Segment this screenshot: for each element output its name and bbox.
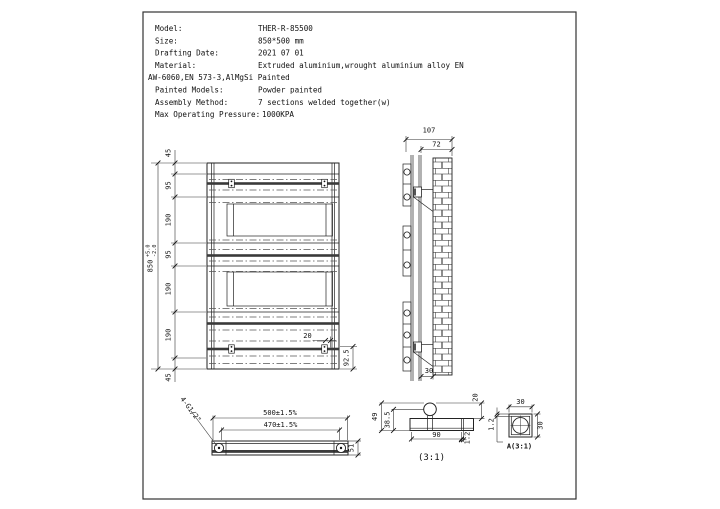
dim-detail-wall: 1.2 <box>463 431 472 445</box>
dim-segment-95a: 95 <box>164 181 173 190</box>
dim-segment-45-top: 45 <box>164 148 173 158</box>
mount-bracket <box>322 179 328 187</box>
section-opening <box>227 272 333 306</box>
detail-tube <box>424 403 437 416</box>
tube-bar <box>207 348 339 351</box>
section-opening <box>227 204 333 236</box>
model-value: THER-R-85500 <box>258 24 313 33</box>
tube-bar <box>207 322 339 325</box>
title-block <box>148 24 464 119</box>
material-label: Material: <box>155 60 197 70</box>
assembly-method-value: 7 sections welded together(w) <box>258 97 391 107</box>
dim-total-depth: 107 <box>422 126 436 135</box>
dim-detail-height-center: 38.5 <box>383 411 392 429</box>
drafting-date-label: Drafting Date: <box>155 48 220 58</box>
wall-bracket-bottom <box>414 342 434 367</box>
dim-center-distance: 470±1.5% <box>263 421 298 430</box>
dim-segment-190a: 190 <box>164 213 173 227</box>
painted-models-label: Painted Models: <box>155 85 224 95</box>
centerlines <box>209 180 337 364</box>
detail-profile <box>410 419 474 431</box>
collector-bar <box>212 441 348 455</box>
model-label: Model: <box>155 24 183 33</box>
front-overall-dimension <box>146 161 161 372</box>
front-dimension-chain <box>151 149 206 382</box>
max-pressure-value: 1000KPA <box>262 110 295 120</box>
connection-fitting-right <box>336 443 345 452</box>
material-value-continued: AW-6060,EN 573-3,AlMgSi Painted <box>148 73 290 83</box>
mount-bracket <box>322 345 328 353</box>
dim-thread-callout: 4-G1/2" <box>178 395 203 424</box>
brick-wall <box>433 158 452 375</box>
bottom-view <box>178 395 361 457</box>
max-pressure-label: Max Operating Pressure: <box>155 110 261 120</box>
size-label: Size: <box>155 36 178 46</box>
tube-bar <box>207 182 339 185</box>
dim-tolerance-plus: +5.0 <box>145 244 152 257</box>
dim-overall-width: 500±1.5% <box>263 409 297 418</box>
assembly-method-label: Assembly Method: <box>155 97 229 107</box>
dim-bracket-depth: 72 <box>432 140 441 149</box>
side-view <box>403 127 454 382</box>
dim-bracket-offset: 20 <box>303 332 312 340</box>
dim-detail-width: 90 <box>432 430 441 439</box>
dim-segment-190b: 190 <box>164 282 173 296</box>
dim-segment-45-bottom: 45 <box>164 373 173 382</box>
size-value: 850*500 mm <box>258 36 304 46</box>
front-bracket-offset-dimension <box>303 332 336 348</box>
dim-section-wall: 1.2 <box>487 418 496 431</box>
front-outlet-dimension <box>340 344 357 371</box>
dim-section-width: 30 <box>516 398 525 406</box>
detail-view <box>371 393 485 463</box>
bottom-dimensions <box>178 395 361 457</box>
tube-bar <box>207 254 339 257</box>
dim-segment-95b: 95 <box>164 250 173 259</box>
dim-overall-height: 850 <box>146 259 155 273</box>
front-view <box>146 149 357 382</box>
dim-section-height: 30 <box>536 421 545 430</box>
dim-detail-tube-offset: 20 <box>471 393 480 402</box>
section-view <box>488 398 545 451</box>
painted-models-value: Powder painted <box>258 85 323 95</box>
section-label: A(3:1) <box>506 442 533 451</box>
mount-bracket <box>229 345 235 353</box>
detail-scale-label: (3:1) <box>417 453 446 463</box>
dim-end-height: 51 <box>347 443 356 453</box>
material-value: Extruded aluminium,wrought aluminium alloy EN <box>258 60 464 70</box>
dim-detail-height-total: 49 <box>371 412 379 422</box>
side-tube-ends <box>404 169 410 363</box>
wall-bracket-top <box>414 187 434 212</box>
section-dimensions <box>488 398 545 442</box>
dim-segment-190c: 190 <box>164 328 173 342</box>
dim-profile-depth: 30 <box>424 367 434 375</box>
dim-tolerance-minus: -2.0 <box>152 244 159 257</box>
dim-outlet-offset: 92.5 <box>342 349 351 367</box>
drafting-date-value: 2021 07 01 <box>258 48 304 58</box>
mount-bracket <box>229 179 235 187</box>
